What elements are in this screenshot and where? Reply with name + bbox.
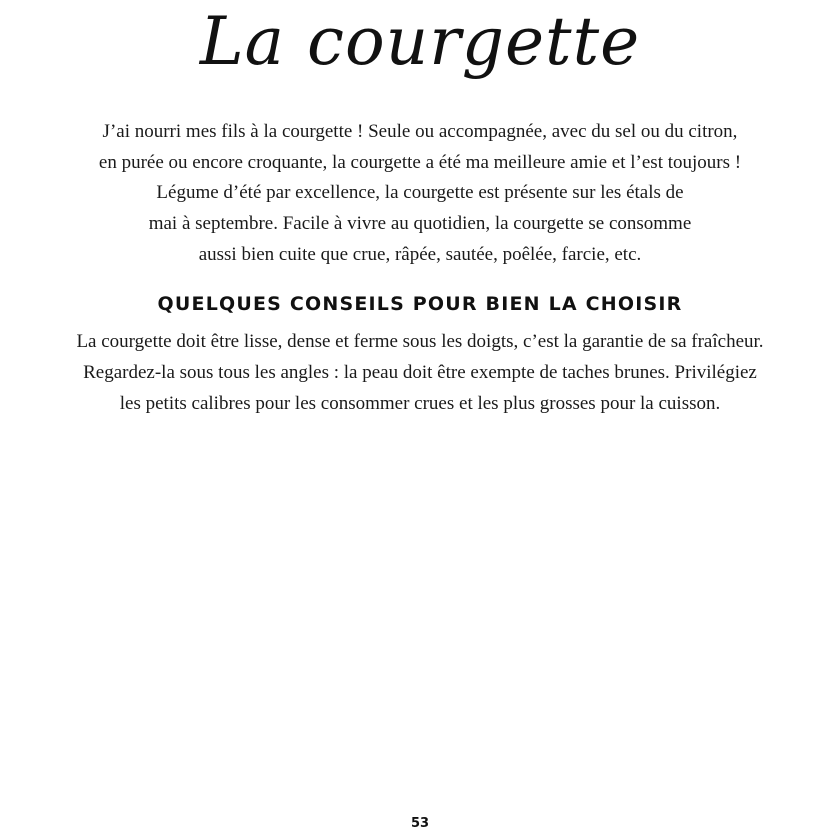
text-line: aussi bien cuite que crue, râpée, sautée, poêlée, farcie, etc. (198, 244, 642, 265)
page-title: La courgette (199, 3, 641, 80)
section-paragraph (0, 326, 840, 419)
text-line: en purée ou encore croquante, la courgette a été ma meilleure amie et l’est toujours ! (98, 152, 742, 173)
page-number: 53 (410, 816, 430, 831)
text-line: Regardez-la sous tous les angles : la peau doit être exempte de taches brunes. Privilégiez (83, 362, 757, 383)
text-line: les petits calibres pour les consommer crues et les plus grosses pour la cuisson. (119, 393, 721, 414)
intro-paragraph-2 (0, 177, 840, 270)
section-heading: QUELQUES CONSEILS POUR BIEN LA CHOISIR (157, 293, 683, 315)
text-line: J’ai nourri mes fils à la courgette ! Seule ou accompagnée, avec du sel ou du citron, (102, 121, 738, 142)
intro-paragraph-1 (0, 116, 840, 178)
text-line: mai à septembre. Facile à vivre au quotidien, la courgette se consomme (148, 213, 692, 234)
text-line: Légume d’été par excellence, la courgette est présente sur les étals de (156, 182, 684, 203)
text-line: La courgette doit être lisse, dense et ferme sous les doigts, c’est la garantie de sa fraîcheur. (76, 331, 764, 352)
